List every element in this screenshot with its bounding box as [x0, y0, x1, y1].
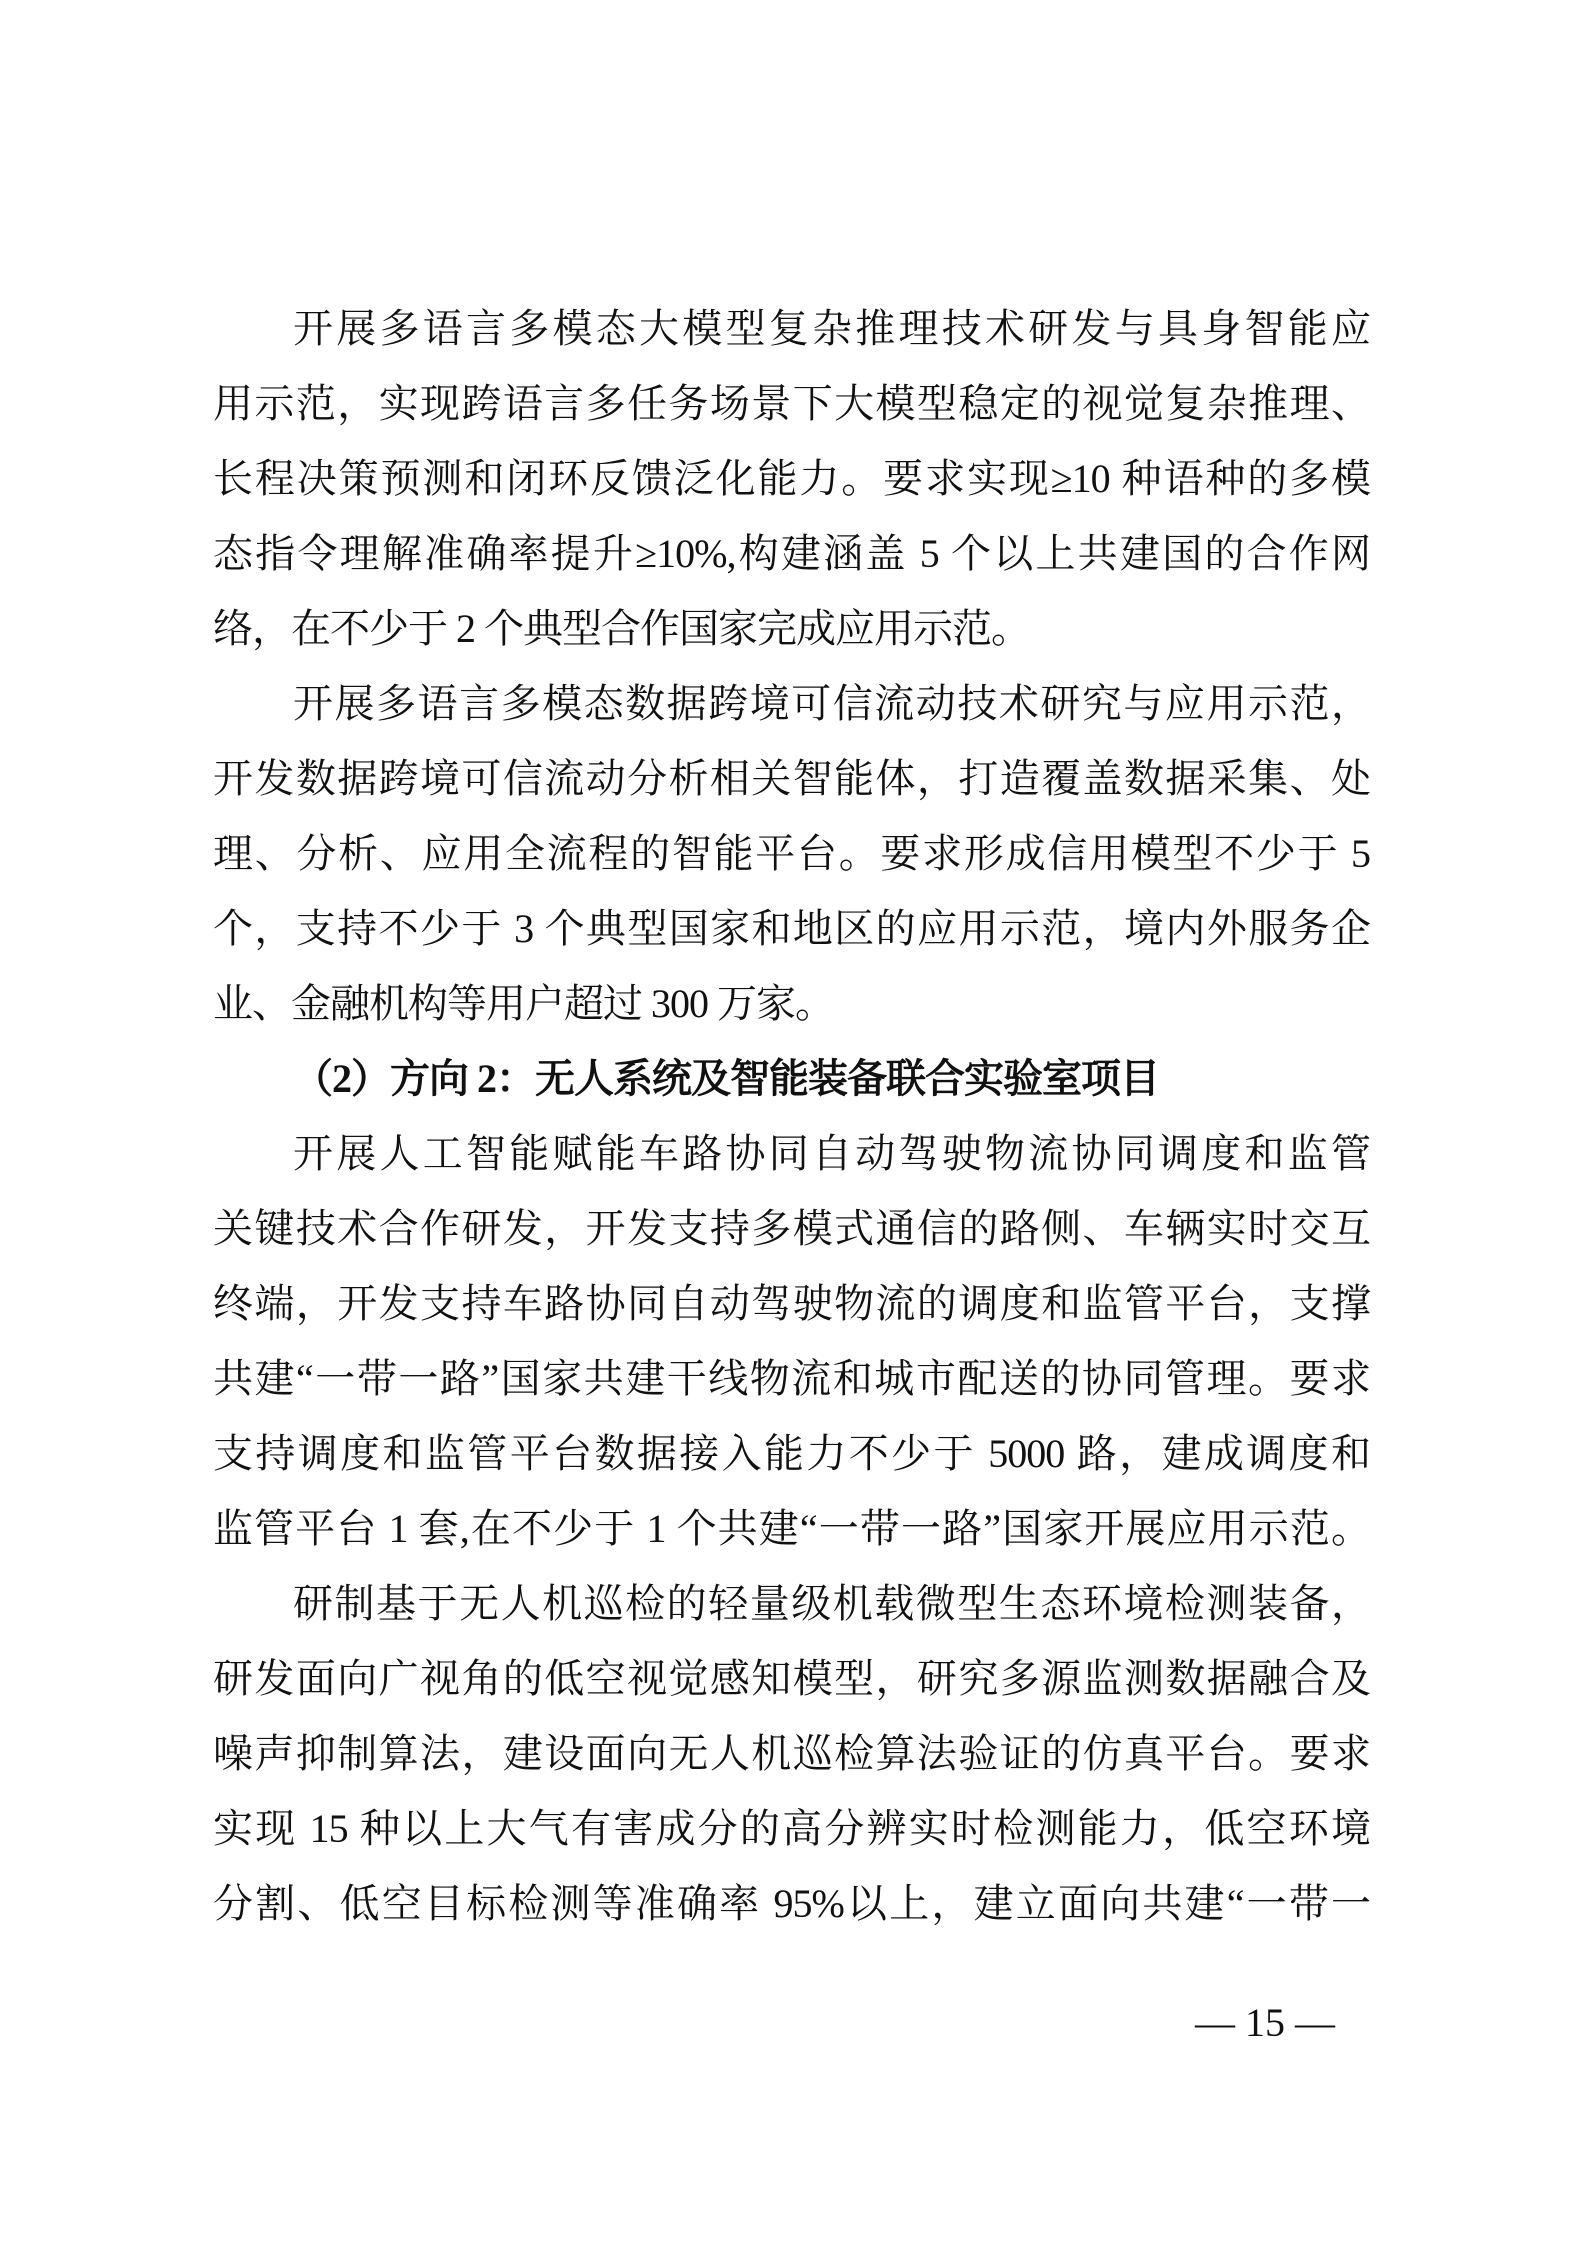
text-line: 长程决策预测和闭环反馈泛化能力。要求实现≥10 种语种的多模	[213, 456, 1370, 501]
text-line: 理、分析、应用全流程的智能平台。要求形成信用模型不少于 5	[213, 831, 1370, 876]
text-line: 业、金融机构等用户超过 300 万家。	[213, 981, 834, 1026]
text-line: 开展人工智能赋能车路协同自动驾驶物流协同调度和监管	[293, 1131, 1370, 1176]
page-number: — 15 —	[1195, 2000, 1335, 2045]
text-line: 开展多语言多模态数据跨境可信流动技术研究与应用示范，	[293, 681, 1370, 726]
text-line: 研制基于无人机巡检的轻量级机载微型生态环境检测装备，	[293, 1581, 1370, 1626]
text-line: 开发数据跨境可信流动分析相关智能体，打造覆盖数据采集、处	[213, 756, 1370, 801]
text-line: 监管平台 1 套,在不少于 1 个共建“一带一路”国家开展应用示范。	[213, 1506, 1370, 1551]
text-line: 分割、低空目标检测等准确率 95%以上，建立面向共建“一带一	[213, 1881, 1370, 1926]
text-line: 个，支持不少于 3 个典型国家和地区的应用示范，境内外服务企	[213, 906, 1370, 951]
text-line: 实现 15 种以上大气有害成分的高分辨实时检测能力，低空环境	[213, 1806, 1370, 1851]
document-body	[213, 291, 1370, 1941]
text-line: 共建“一带一路”国家共建干线物流和城市配送的协同管理。要求	[213, 1356, 1370, 1401]
text-line: 态指令理解准确率提升≥10%,构建涵盖 5 个以上共建国的合作网	[213, 531, 1370, 576]
text-line: 用示范，实现跨语言多任务场景下大模型稳定的视觉复杂推理、	[213, 381, 1370, 426]
text-line: 研发面向广视角的低空视觉感知模型，研究多源监测数据融合及	[213, 1656, 1370, 1701]
text-line: 关键技术合作研发，开发支持多模式通信的路侧、车辆实时交互	[213, 1206, 1370, 1251]
text-line: 噪声抑制算法，建设面向无人机巡检算法验证的仿真平台。要求	[213, 1731, 1370, 1776]
text-line: 络，在不少于 2 个典型合作国家完成应用示范。	[213, 606, 1030, 651]
section-heading: （2）方向 2：无人系统及智能装备联合实验室项目	[293, 1056, 1159, 1101]
text-line: 终端，开发支持车路协同自动驾驶物流的调度和监管平台，支撑	[213, 1281, 1370, 1326]
text-line: 开展多语言多模态大模型复杂推理技术研发与具身智能应	[293, 306, 1370, 351]
text-line: 支持调度和监管平台数据接入能力不少于 5000 路，建成调度和	[213, 1431, 1370, 1476]
